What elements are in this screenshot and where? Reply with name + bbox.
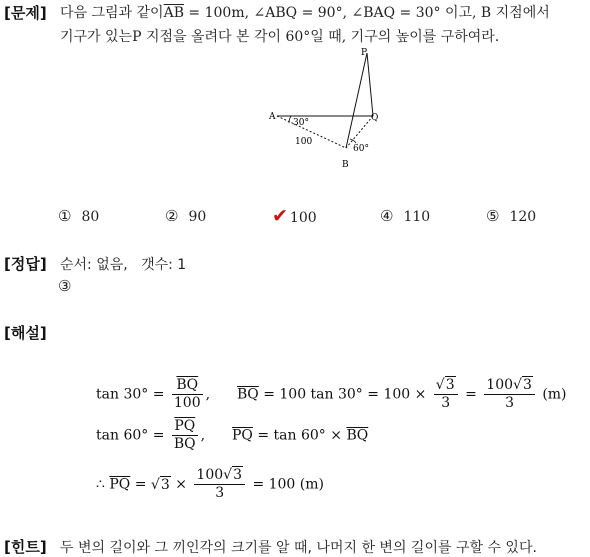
equation-2: tan 60° = $\frac{\overline{PQ}}{BQ}$ , $\overline{PQ} = \tan 60^\circ \times \overline{BQ}$ [96, 418, 369, 452]
length-ab-label: 100 [295, 137, 313, 147]
therefore-symbol: ∴ [96, 476, 105, 493]
eq2-pq: $\overline{PQ}$ [232, 427, 253, 444]
problem-label: [문제] [4, 4, 47, 22]
checkmark-icon: ✔ [272, 205, 288, 227]
fraction-denominator: 100 [173, 395, 201, 411]
fraction-numerator: $\overline{PQ}$ [172, 418, 198, 436]
answer-label: [정답] [4, 255, 47, 273]
eq3-end: = 100 (m) [252, 476, 324, 493]
fraction-denominator: BQ [173, 436, 196, 452]
line-pq [367, 53, 373, 116]
line-pb [346, 53, 367, 148]
eq1-equals: = [465, 386, 477, 403]
fraction-100sqrt3-3: $\frac{100√3}{3}$ [194, 467, 245, 502]
fraction-numerator: $\overline{BQ}$ [172, 377, 203, 395]
numerator-100: 100 [196, 467, 224, 483]
numerator-100: 100 [486, 377, 514, 393]
choice-1-number: ① [58, 207, 72, 225]
eq2-middle: = tan 60° × [257, 427, 342, 444]
fraction-bq-100 [172, 377, 203, 412]
sqrt-radicand: 3 [233, 467, 242, 483]
eq3-times: × [175, 476, 187, 493]
angle-a-label: 30° [293, 118, 309, 128]
fraction-denominator: 3 [215, 485, 225, 501]
fraction-100sqrt3-3: $\frac{100√3}{3}$ [484, 377, 535, 412]
point-a-label: A [269, 112, 276, 122]
problem-line-1 [60, 2, 550, 22]
eq3-pq: $\overline{PQ}$ [109, 476, 131, 493]
choice-4-value: 110 [403, 209, 431, 225]
choice-1-value: 80 [81, 209, 100, 225]
choice-5-value: 120 [509, 209, 537, 225]
hint-label: [힌트] [4, 538, 47, 556]
eq1-middle: = 100 tan 30° = 100 × [263, 386, 427, 403]
point-p-label: P [361, 48, 368, 58]
eq1-tan30: tan 30° = [96, 386, 165, 403]
choice-3-value: 100 [289, 210, 317, 226]
problem-text-1: 다음 그림과 같이 [60, 5, 164, 21]
problem-text-2: = 100m, ∠ABQ = 90°, ∠BAQ = 30° 이고, B 지점에서 [183, 5, 550, 21]
segment-ab: $\overline{AB}$ [163, 5, 184, 21]
choice-4-number: ④ [380, 207, 394, 225]
eq1-bq: $\overline{BQ}$ [236, 386, 259, 403]
choice-5-number: ⑤ [486, 207, 500, 225]
choice-5[interactable] [486, 207, 536, 225]
point-q-label: Q [371, 113, 379, 123]
sqrt-radicand: 3 [522, 377, 532, 393]
equation-1: tan 30° = $\frac{\overline{BQ}}{100}$ , $\overline{BQ} = 100$ tan 30° = 100 × $\frac{√3}{3}$ = $\frac{100√3}{3}$ (m) [96, 377, 567, 411]
geometry-figure [255, 45, 390, 175]
equation-3: ∴ $\overline{PQ} = √3$ × $\frac{100√3}{3}$ = 100 (m) [96, 467, 324, 501]
sqrt-radicand: 3 [445, 377, 455, 393]
eq2-tan60: tan 60° = [96, 427, 165, 444]
eq2-bq: $\overline{BQ}$ [346, 427, 369, 444]
angle-a-arc [289, 116, 291, 123]
choice-4[interactable] [380, 207, 430, 225]
eq3-equals: = [134, 476, 147, 493]
choice-3[interactable] [272, 205, 317, 227]
angle-b-arc [350, 139, 356, 143]
choice-2-value: 90 [188, 209, 207, 225]
answer-value: ③ [58, 277, 72, 295]
problem-line-2: 기구가 있는P 지점을 올려다 본 각이 60°일 때, 기구의 높이를 구하여라. [60, 29, 500, 45]
choice-2-number: ② [165, 207, 179, 225]
fraction-denominator: 3 [505, 395, 515, 411]
eq1-unit: (m) [542, 386, 567, 403]
point-b-label: B [342, 160, 349, 170]
hint-text: 두 변의 길이와 그 끼인각의 크기를 알 때, 나머지 한 변의 길이를 구할 수 있다. [60, 540, 537, 556]
answer-info: 순서: 없음, 갯수: 1 [60, 257, 187, 273]
sqrt-radicand: 3 [160, 476, 170, 493]
fraction-denominator: 3 [441, 395, 451, 411]
fraction-pq-bq [172, 418, 198, 453]
choice-1[interactable] [58, 207, 99, 225]
fraction-sqrt3-3: $\frac{√3}{3}$ [434, 377, 458, 412]
solution-label: [해설] [4, 324, 47, 342]
angle-b-label: 60° [353, 144, 369, 154]
choice-2[interactable] [165, 207, 206, 225]
